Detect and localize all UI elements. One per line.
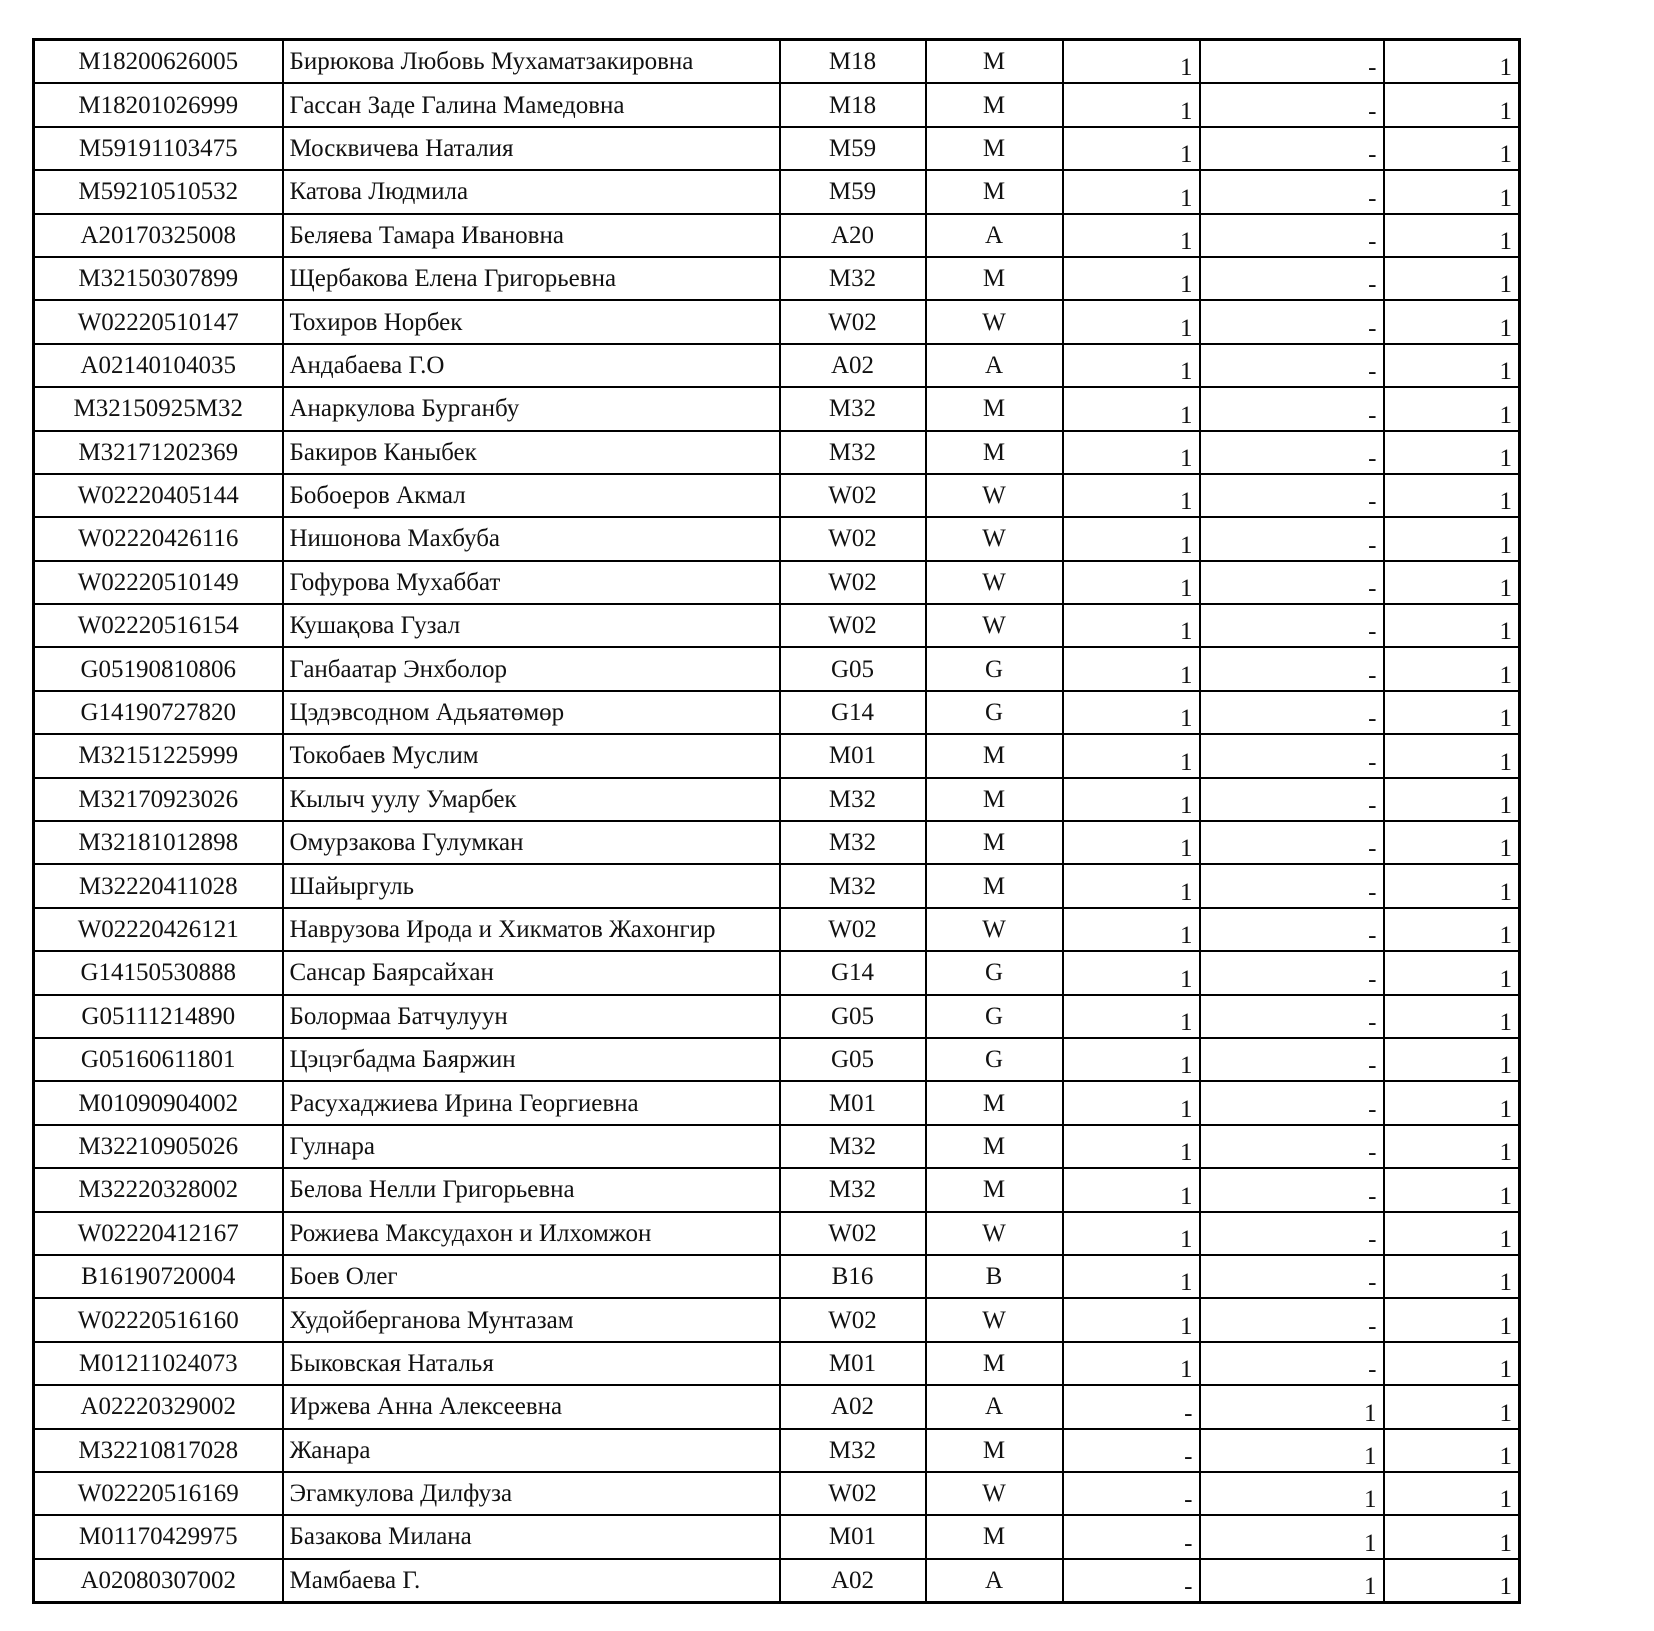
record-id-cell: W02220510147 — [34, 300, 283, 343]
category-letter-cell: W — [926, 517, 1063, 560]
person-name-cell: Мамбаева Г. — [283, 1559, 780, 1603]
total-cell: 1 — [1384, 1559, 1520, 1603]
category-letter-cell: M — [926, 127, 1063, 170]
person-name-cell: Быковская Наталья — [283, 1342, 780, 1385]
record-id-cell: M32171202369 — [34, 431, 283, 474]
record-id-cell: G14190727820 — [34, 691, 283, 734]
table-row — [34, 604, 1520, 647]
count-2-cell: - — [1200, 647, 1384, 690]
total-cell: 1 — [1384, 170, 1520, 213]
record-id-cell: W02220412167 — [34, 1212, 283, 1255]
table-row — [34, 1212, 1520, 1255]
total-cell: 1 — [1384, 691, 1520, 734]
person-name-cell: Токобаев Муслим — [283, 734, 780, 777]
total-cell: 1 — [1384, 257, 1520, 300]
total-cell: 1 — [1384, 300, 1520, 343]
record-id-cell: W02220516169 — [34, 1472, 283, 1515]
group-code-cell: W02 — [780, 1212, 926, 1255]
table-row — [34, 83, 1520, 126]
count-1-cell: 1 — [1063, 1125, 1200, 1168]
person-name-cell: Бирюкова Любовь Мухаматзакировна — [283, 40, 780, 84]
count-2-cell: - — [1200, 821, 1384, 864]
total-cell: 1 — [1384, 734, 1520, 777]
table-row — [34, 691, 1520, 734]
table-row — [34, 127, 1520, 170]
count-2-cell: - — [1200, 83, 1384, 126]
group-code-cell: M18 — [780, 83, 926, 126]
table-row — [34, 1342, 1520, 1385]
record-id-cell: A02220329002 — [34, 1385, 283, 1428]
table-row — [34, 1385, 1520, 1428]
person-name-cell: Гулнара — [283, 1125, 780, 1168]
record-id-cell: M32181012898 — [34, 821, 283, 864]
group-code-cell: G14 — [780, 951, 926, 994]
count-2-cell: - — [1200, 1125, 1384, 1168]
total-cell: 1 — [1384, 647, 1520, 690]
count-1-cell: - — [1063, 1559, 1200, 1603]
person-name-cell: Омурзакова Гулумкан — [283, 821, 780, 864]
person-name-cell: Нишонова Махбуба — [283, 517, 780, 560]
category-letter-cell: G — [926, 951, 1063, 994]
group-code-cell: G05 — [780, 995, 926, 1038]
category-letter-cell: M — [926, 83, 1063, 126]
record-id-cell: W02220516154 — [34, 604, 283, 647]
count-1-cell: 1 — [1063, 40, 1200, 84]
record-id-cell: A02140104035 — [34, 344, 283, 387]
person-name-cell: Боев Олег — [283, 1255, 780, 1298]
count-1-cell: 1 — [1063, 995, 1200, 1038]
count-1-cell: 1 — [1063, 257, 1200, 300]
count-2-cell: 1 — [1200, 1385, 1384, 1428]
group-code-cell: W02 — [780, 561, 926, 604]
count-1-cell: 1 — [1063, 1168, 1200, 1211]
category-letter-cell: M — [926, 778, 1063, 821]
count-1-cell: 1 — [1063, 127, 1200, 170]
count-2-cell: - — [1200, 170, 1384, 213]
total-cell: 1 — [1384, 908, 1520, 951]
group-code-cell: M32 — [780, 821, 926, 864]
person-name-cell: Гассан Заде Галина Мамедовна — [283, 83, 780, 126]
count-2-cell: - — [1200, 561, 1384, 604]
count-2-cell: - — [1200, 864, 1384, 907]
category-letter-cell: B — [926, 1255, 1063, 1298]
table-row — [34, 170, 1520, 213]
record-id-cell: M18200626005 — [34, 40, 283, 84]
table-row — [34, 778, 1520, 821]
category-letter-cell: M — [926, 387, 1063, 430]
count-1-cell: 1 — [1063, 778, 1200, 821]
category-letter-cell: G — [926, 691, 1063, 734]
group-code-cell: G05 — [780, 647, 926, 690]
total-cell: 1 — [1384, 387, 1520, 430]
group-code-cell: G05 — [780, 1038, 926, 1081]
person-name-cell: Болормаа Батчулуун — [283, 995, 780, 1038]
record-id-cell: M32151225999 — [34, 734, 283, 777]
count-1-cell: 1 — [1063, 170, 1200, 213]
count-2-cell: 1 — [1200, 1472, 1384, 1515]
group-code-cell: W02 — [780, 1472, 926, 1515]
category-letter-cell: M — [926, 1515, 1063, 1558]
category-letter-cell: G — [926, 1038, 1063, 1081]
table-row — [34, 257, 1520, 300]
table-row — [34, 1472, 1520, 1515]
group-code-cell: M01 — [780, 1342, 926, 1385]
count-2-cell: - — [1200, 40, 1384, 84]
group-code-cell: M32 — [780, 431, 926, 474]
person-name-cell: Эгамкулова Дилфуза — [283, 1472, 780, 1515]
count-1-cell: 1 — [1063, 951, 1200, 994]
count-2-cell: - — [1200, 431, 1384, 474]
table-row — [34, 474, 1520, 517]
total-cell: 1 — [1384, 1038, 1520, 1081]
count-1-cell: - — [1063, 1472, 1200, 1515]
category-letter-cell: M — [926, 431, 1063, 474]
count-2-cell: 1 — [1200, 1515, 1384, 1558]
count-2-cell: - — [1200, 1298, 1384, 1341]
record-id-cell: M59210510532 — [34, 170, 283, 213]
group-code-cell: M59 — [780, 127, 926, 170]
record-id-cell: M32170923026 — [34, 778, 283, 821]
category-letter-cell: W — [926, 604, 1063, 647]
category-letter-cell: A — [926, 214, 1063, 257]
table-row — [34, 908, 1520, 951]
count-2-cell: - — [1200, 257, 1384, 300]
group-code-cell: A02 — [780, 1385, 926, 1428]
total-cell: 1 — [1384, 214, 1520, 257]
count-2-cell: - — [1200, 951, 1384, 994]
record-id-cell: M32220411028 — [34, 864, 283, 907]
category-letter-cell: A — [926, 344, 1063, 387]
category-letter-cell: W — [926, 300, 1063, 343]
count-2-cell: - — [1200, 517, 1384, 560]
group-code-cell: M01 — [780, 734, 926, 777]
total-cell: 1 — [1384, 995, 1520, 1038]
total-cell: 1 — [1384, 344, 1520, 387]
category-letter-cell: M — [926, 821, 1063, 864]
person-name-cell: Андабаева Г.О — [283, 344, 780, 387]
record-id-cell: A02080307002 — [34, 1559, 283, 1603]
table-row — [34, 951, 1520, 994]
record-id-cell: G05190810806 — [34, 647, 283, 690]
record-id-cell: W02220510149 — [34, 561, 283, 604]
group-code-cell: M32 — [780, 387, 926, 430]
total-cell: 1 — [1384, 604, 1520, 647]
count-2-cell: - — [1200, 387, 1384, 430]
person-name-cell: Шайыргуль — [283, 864, 780, 907]
person-name-cell: Москвичева Наталия — [283, 127, 780, 170]
count-2-cell: - — [1200, 604, 1384, 647]
count-2-cell: - — [1200, 778, 1384, 821]
person-name-cell: Цэцэгбадма Баяржин — [283, 1038, 780, 1081]
person-name-cell: Сансар Баярсайхан — [283, 951, 780, 994]
total-cell: 1 — [1384, 821, 1520, 864]
record-id-cell: M32210905026 — [34, 1125, 283, 1168]
category-letter-cell: W — [926, 1212, 1063, 1255]
group-code-cell: M18 — [780, 40, 926, 84]
group-code-cell: M32 — [780, 864, 926, 907]
count-1-cell: 1 — [1063, 344, 1200, 387]
record-id-cell: G05160611801 — [34, 1038, 283, 1081]
person-name-cell: Катова Людмила — [283, 170, 780, 213]
record-id-cell: W02220516160 — [34, 1298, 283, 1341]
category-letter-cell: A — [926, 1385, 1063, 1428]
table-row — [34, 821, 1520, 864]
table-row — [34, 1038, 1520, 1081]
total-cell: 1 — [1384, 1212, 1520, 1255]
person-name-cell: Цэдэвсодном Адьяатөмөр — [283, 691, 780, 734]
person-name-cell: Базакова Милана — [283, 1515, 780, 1558]
count-2-cell: 1 — [1200, 1429, 1384, 1472]
count-1-cell: 1 — [1063, 1298, 1200, 1341]
record-id-cell: W02220405144 — [34, 474, 283, 517]
person-name-cell: Щербакова Елена Григорьевна — [283, 257, 780, 300]
record-id-cell: A20170325008 — [34, 214, 283, 257]
count-2-cell: - — [1200, 127, 1384, 170]
category-letter-cell: G — [926, 647, 1063, 690]
record-id-cell: G05111214890 — [34, 995, 283, 1038]
category-letter-cell: M — [926, 1081, 1063, 1124]
count-1-cell: 1 — [1063, 1255, 1200, 1298]
count-1-cell: - — [1063, 1429, 1200, 1472]
table-row — [34, 517, 1520, 560]
count-1-cell: 1 — [1063, 474, 1200, 517]
table-row — [34, 431, 1520, 474]
total-cell: 1 — [1384, 1385, 1520, 1428]
count-1-cell: - — [1063, 1385, 1200, 1428]
record-id-cell: W02220426121 — [34, 908, 283, 951]
category-letter-cell: M — [926, 40, 1063, 84]
count-2-cell: - — [1200, 474, 1384, 517]
count-1-cell: 1 — [1063, 691, 1200, 734]
total-cell: 1 — [1384, 1429, 1520, 1472]
total-cell: 1 — [1384, 1515, 1520, 1558]
total-cell: 1 — [1384, 83, 1520, 126]
count-2-cell: - — [1200, 300, 1384, 343]
total-cell: 1 — [1384, 1255, 1520, 1298]
group-code-cell: W02 — [780, 474, 926, 517]
count-2-cell: - — [1200, 1081, 1384, 1124]
person-name-cell: Худойберганова Мунтазам — [283, 1298, 780, 1341]
count-1-cell: 1 — [1063, 1081, 1200, 1124]
total-cell: 1 — [1384, 127, 1520, 170]
record-id-cell: M32220328002 — [34, 1168, 283, 1211]
group-code-cell: G14 — [780, 691, 926, 734]
count-1-cell: 1 — [1063, 604, 1200, 647]
records-table — [32, 38, 1521, 1604]
group-code-cell: B16 — [780, 1255, 926, 1298]
table-row — [34, 1429, 1520, 1472]
group-code-cell: M01 — [780, 1081, 926, 1124]
category-letter-cell: W — [926, 1472, 1063, 1515]
person-name-cell: Анаркулова Бурганбу — [283, 387, 780, 430]
table-row — [34, 647, 1520, 690]
table-body — [34, 40, 1520, 1603]
total-cell: 1 — [1384, 1342, 1520, 1385]
total-cell: 1 — [1384, 40, 1520, 84]
table-row — [34, 995, 1520, 1038]
total-cell: 1 — [1384, 1168, 1520, 1211]
count-2-cell: - — [1200, 1038, 1384, 1081]
count-2-cell: - — [1200, 1342, 1384, 1385]
category-letter-cell: M — [926, 864, 1063, 907]
count-2-cell: 1 — [1200, 1559, 1384, 1603]
person-name-cell: Кылыч уулу Умарбек — [283, 778, 780, 821]
record-id-cell: M59191103475 — [34, 127, 283, 170]
person-name-cell: Белова Нелли Григорьевна — [283, 1168, 780, 1211]
group-code-cell: M59 — [780, 170, 926, 213]
record-id-cell: M01211024073 — [34, 1342, 283, 1385]
count-2-cell: - — [1200, 691, 1384, 734]
person-name-cell: Бакиров Каныбек — [283, 431, 780, 474]
category-letter-cell: W — [926, 908, 1063, 951]
total-cell: 1 — [1384, 1081, 1520, 1124]
table-row — [34, 1559, 1520, 1603]
person-name-cell: Расухаджиева Ирина Георгиевна — [283, 1081, 780, 1124]
group-code-cell: W02 — [780, 1298, 926, 1341]
count-1-cell: 1 — [1063, 647, 1200, 690]
record-id-cell: B16190720004 — [34, 1255, 283, 1298]
total-cell: 1 — [1384, 1298, 1520, 1341]
record-id-cell: G14150530888 — [34, 951, 283, 994]
count-2-cell: - — [1200, 1168, 1384, 1211]
count-1-cell: - — [1063, 1515, 1200, 1558]
table-row — [34, 1515, 1520, 1558]
person-name-cell: Тохиров Норбек — [283, 300, 780, 343]
total-cell: 1 — [1384, 1472, 1520, 1515]
record-id-cell: M01090904002 — [34, 1081, 283, 1124]
category-letter-cell: M — [926, 170, 1063, 213]
person-name-cell: Кушақова Гузал — [283, 604, 780, 647]
category-letter-cell: M — [926, 257, 1063, 300]
count-2-cell: - — [1200, 908, 1384, 951]
group-code-cell: W02 — [780, 604, 926, 647]
group-code-cell: W02 — [780, 517, 926, 560]
category-letter-cell: W — [926, 1298, 1063, 1341]
group-code-cell: W02 — [780, 908, 926, 951]
count-2-cell: - — [1200, 214, 1384, 257]
record-id-cell: M32150925M32 — [34, 387, 283, 430]
count-1-cell: 1 — [1063, 821, 1200, 864]
group-code-cell: M32 — [780, 1168, 926, 1211]
count-1-cell: 1 — [1063, 300, 1200, 343]
table-row — [34, 1125, 1520, 1168]
table-row — [34, 40, 1520, 84]
group-code-cell: M32 — [780, 778, 926, 821]
count-1-cell: 1 — [1063, 561, 1200, 604]
table-row — [34, 214, 1520, 257]
table-row — [34, 1298, 1520, 1341]
count-1-cell: 1 — [1063, 1038, 1200, 1081]
group-code-cell: M01 — [780, 1515, 926, 1558]
record-id-cell: M01170429975 — [34, 1515, 283, 1558]
category-letter-cell: A — [926, 1559, 1063, 1603]
total-cell: 1 — [1384, 474, 1520, 517]
count-1-cell: 1 — [1063, 387, 1200, 430]
category-letter-cell: G — [926, 995, 1063, 1038]
table-row — [34, 1081, 1520, 1124]
person-name-cell: Ганбаатар Энхболор — [283, 647, 780, 690]
group-code-cell: A02 — [780, 344, 926, 387]
total-cell: 1 — [1384, 1125, 1520, 1168]
table-row — [34, 864, 1520, 907]
table-row — [34, 300, 1520, 343]
person-name-cell: Жанара — [283, 1429, 780, 1472]
group-code-cell: M32 — [780, 257, 926, 300]
count-1-cell: 1 — [1063, 908, 1200, 951]
person-name-cell: Иржева Анна Алексеевна — [283, 1385, 780, 1428]
count-1-cell: 1 — [1063, 864, 1200, 907]
category-letter-cell: M — [926, 1342, 1063, 1385]
count-1-cell: 1 — [1063, 734, 1200, 777]
record-id-cell: M32150307899 — [34, 257, 283, 300]
total-cell: 1 — [1384, 431, 1520, 474]
table-row — [34, 387, 1520, 430]
person-name-cell: Рожиева Максудахон и Илхомжон — [283, 1212, 780, 1255]
person-name-cell: Бобоеров Акмал — [283, 474, 780, 517]
table-row — [34, 344, 1520, 387]
count-1-cell: 1 — [1063, 1212, 1200, 1255]
record-id-cell: W02220426116 — [34, 517, 283, 560]
group-code-cell: A20 — [780, 214, 926, 257]
group-code-cell: W02 — [780, 300, 926, 343]
person-name-cell: Беляева Тамара Ивановна — [283, 214, 780, 257]
count-1-cell: 1 — [1063, 1342, 1200, 1385]
total-cell: 1 — [1384, 951, 1520, 994]
category-letter-cell: W — [926, 474, 1063, 517]
total-cell: 1 — [1384, 561, 1520, 604]
record-id-cell: M18201026999 — [34, 83, 283, 126]
person-name-cell: Наврузова Ирода и Хикматов Жахонгир — [283, 908, 780, 951]
record-id-cell: M32210817028 — [34, 1429, 283, 1472]
table-row — [34, 561, 1520, 604]
count-1-cell: 1 — [1063, 83, 1200, 126]
category-letter-cell: M — [926, 734, 1063, 777]
table-row — [34, 1168, 1520, 1211]
count-1-cell: 1 — [1063, 214, 1200, 257]
total-cell: 1 — [1384, 778, 1520, 821]
count-2-cell: - — [1200, 1255, 1384, 1298]
category-letter-cell: W — [926, 561, 1063, 604]
count-1-cell: 1 — [1063, 517, 1200, 560]
person-name-cell: Гофурова Мухаббат — [283, 561, 780, 604]
count-2-cell: - — [1200, 344, 1384, 387]
count-2-cell: - — [1200, 1212, 1384, 1255]
category-letter-cell: M — [926, 1429, 1063, 1472]
count-2-cell: - — [1200, 995, 1384, 1038]
table-row — [34, 1255, 1520, 1298]
count-1-cell: 1 — [1063, 431, 1200, 474]
category-letter-cell: M — [926, 1168, 1063, 1211]
group-code-cell: M32 — [780, 1125, 926, 1168]
category-letter-cell: M — [926, 1125, 1063, 1168]
total-cell: 1 — [1384, 864, 1520, 907]
total-cell: 1 — [1384, 517, 1520, 560]
count-2-cell: - — [1200, 734, 1384, 777]
table-row — [34, 734, 1520, 777]
group-code-cell: A02 — [780, 1559, 926, 1603]
group-code-cell: M32 — [780, 1429, 926, 1472]
